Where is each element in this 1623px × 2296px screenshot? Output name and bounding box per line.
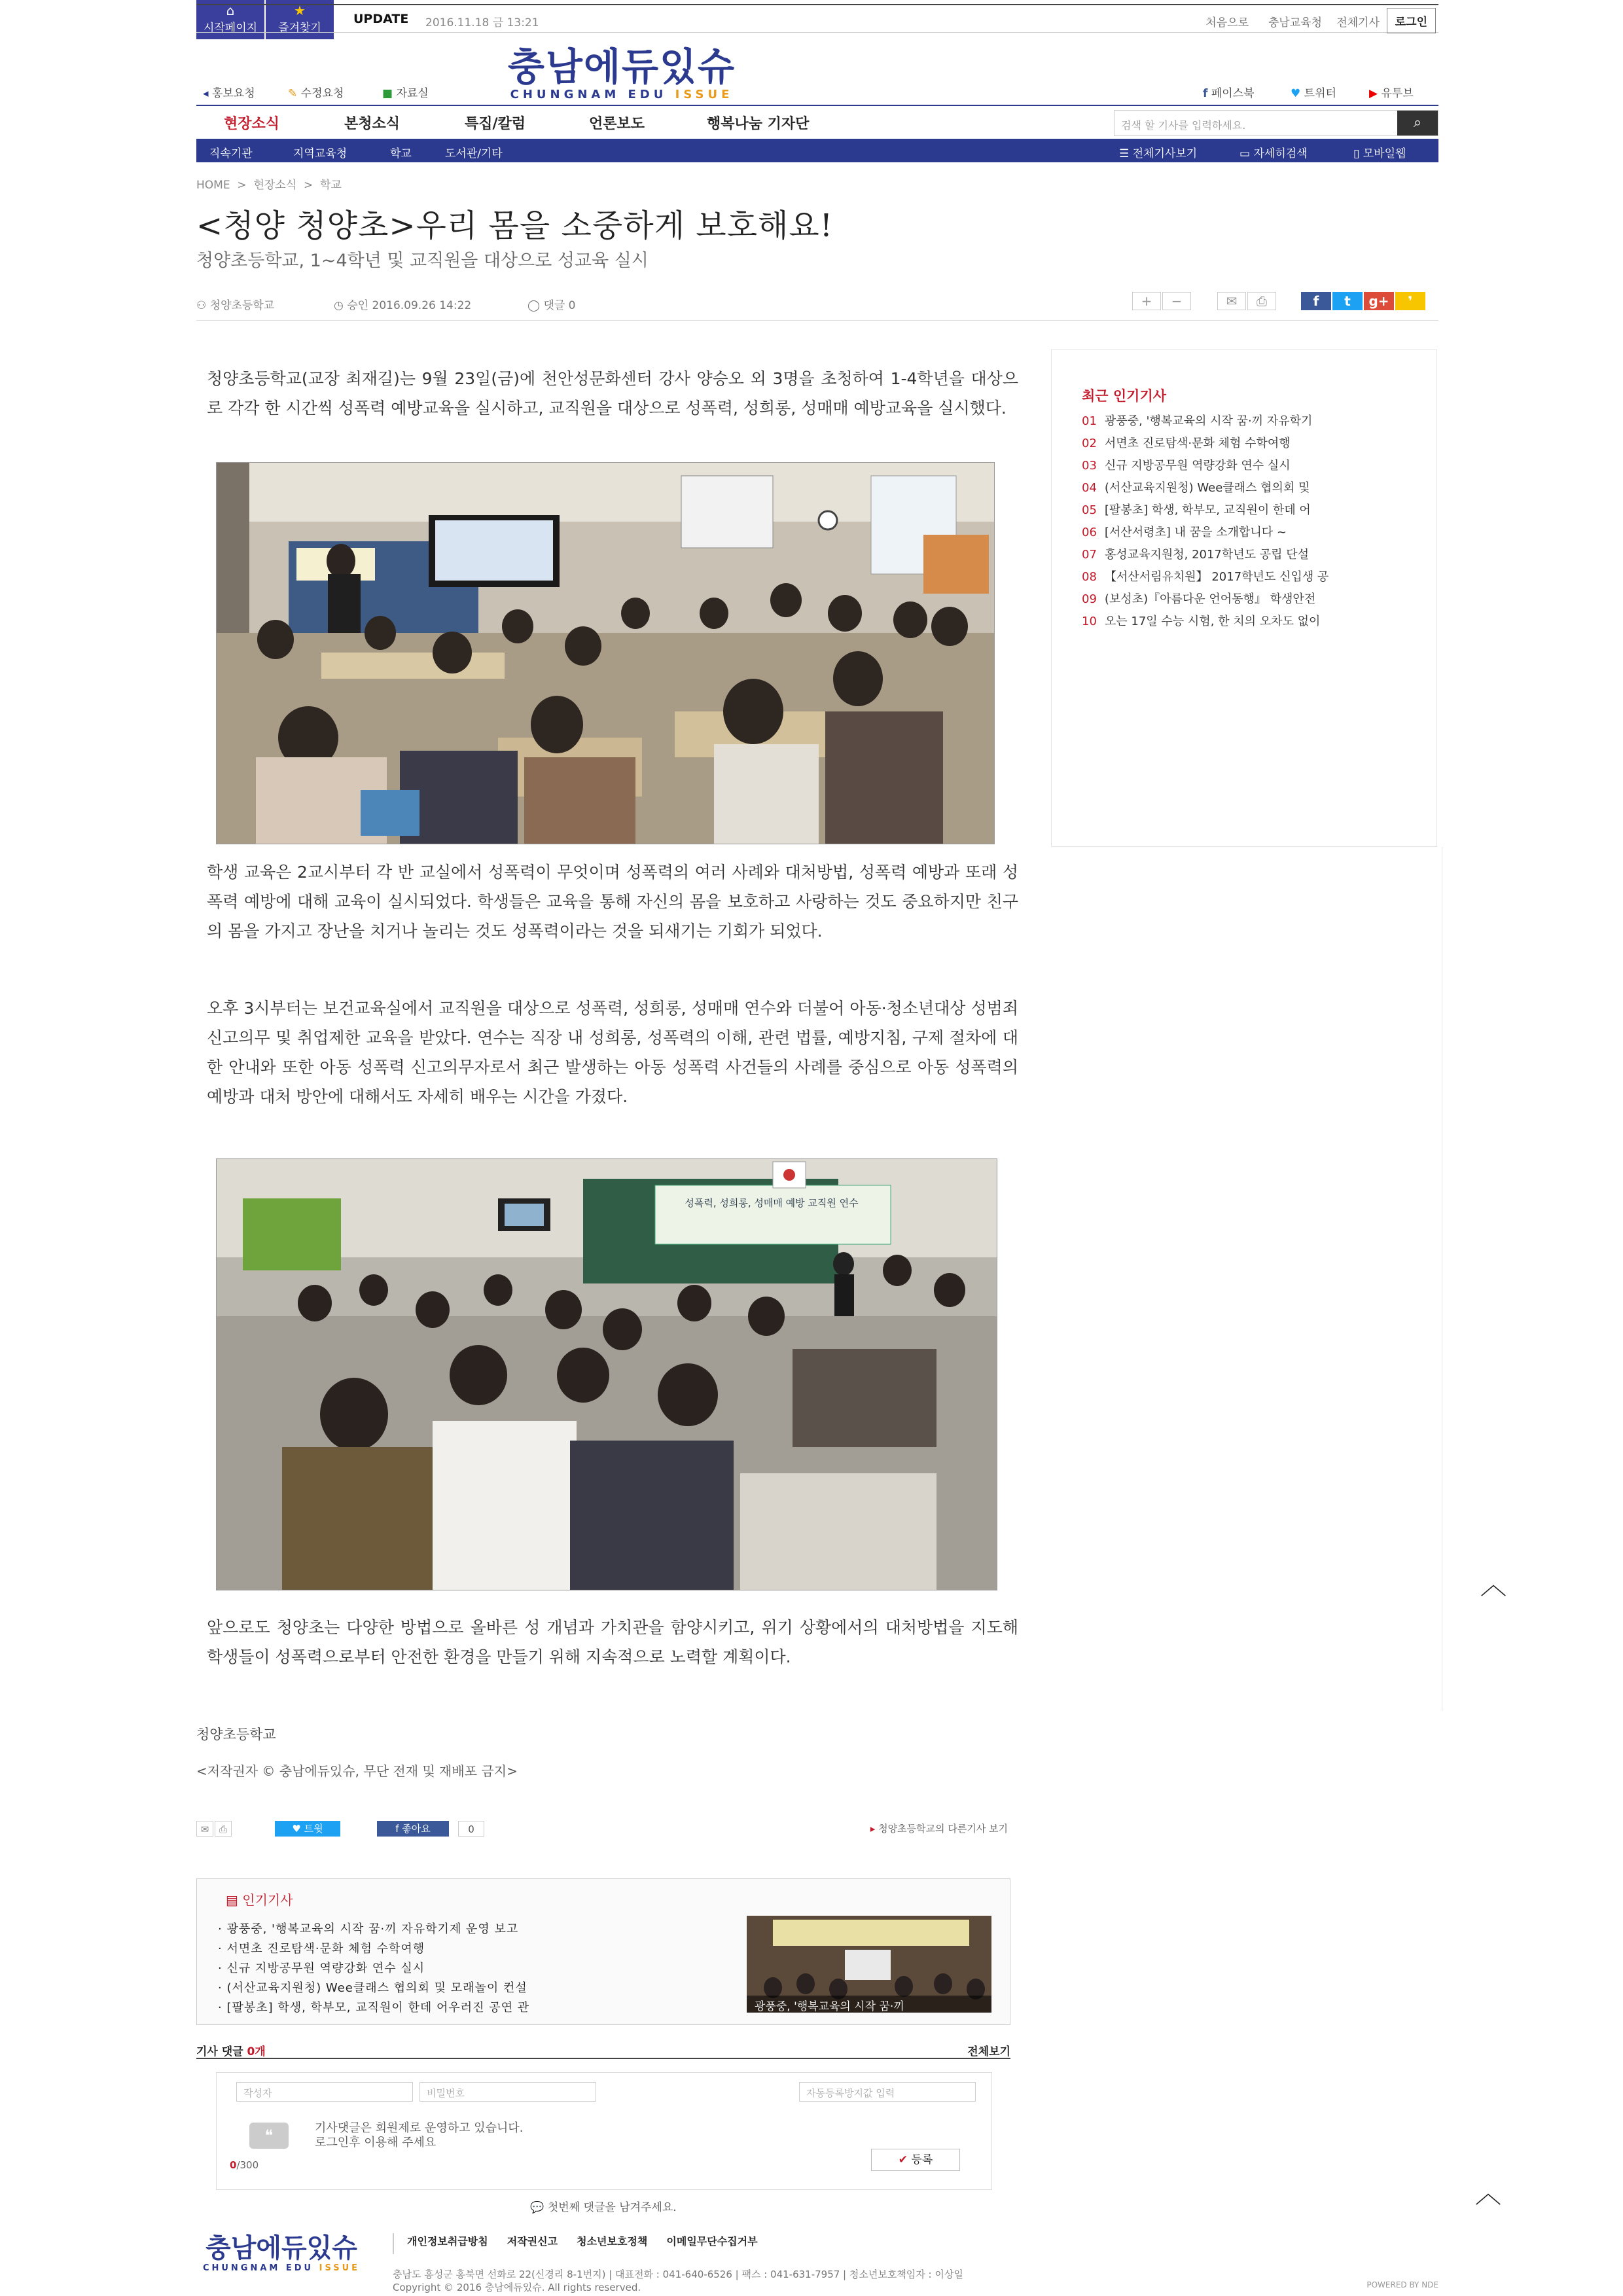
sidebar-spacer (1051, 847, 1442, 1711)
twitter-link[interactable]: ♥ 트위터 (1291, 87, 1336, 100)
facebook-icon: f (395, 1823, 399, 1835)
pencil-icon: ✎ (288, 87, 298, 100)
facebook-icon: f (1203, 87, 1208, 100)
email-icon[interactable]: ✉ (1217, 292, 1246, 310)
copyright-notice: <저작권자 © 충남에듀있슈, 무단 전재 및 재배포 금지> (196, 1763, 518, 1779)
sidebar-item[interactable]: 03 신규 지방공무원 역량강화 연수 실시 (1082, 459, 1291, 473)
popular-item[interactable]: · 서면초 진로탐색·문화 체험 수학여행 (218, 1942, 425, 1956)
clock-icon: ◷ (334, 299, 344, 312)
util-office-link[interactable]: 충남교육청 (1268, 16, 1322, 29)
nav-office-news[interactable]: 본청소식 (344, 116, 401, 132)
nav-reporters[interactable]: 행복나눔 기자단 (707, 116, 810, 132)
article-paragraph-4: 앞으로도 청양초는 다양한 방법으로 올바른 성 개념과 가치관을 함양시키고, 위기 상황에서의 대처방법을 지도해 학생들이 성폭력으로부터 안전한 환경을 만들기 위해 지속적으로 노력할 계획이다. (207, 1618, 1018, 1666)
search-input[interactable]: 검색 할 기사를 입력하세요. (1121, 119, 1246, 132)
subnav-school[interactable]: 학교 (390, 147, 412, 160)
popular-articles-box: ▤ 인기기사 · 광풍중, '행복교육의 시작 꿈·끼 자유학기제 운영 보고 · 서면초 진로탐색·문화 체험 수학여행 · 신규 지방공무원 역량강화 연수 실시 · (서산교육지원청) Wee클래스 협의회 및 모래놀이 컨설 · [팔봉초] 학생, 학부모, 교직원이 한데 어우러진 공연 관 광풍중, '행복교육의 시작 꿈·끼 (196, 1878, 1010, 2025)
pr-request-link[interactable]: ◂ 홍보요청 (203, 87, 255, 100)
monitor-icon: ▭ (1240, 147, 1251, 160)
font-increase-button[interactable]: + (1132, 292, 1161, 310)
first-comment-prompt: 💬 첫번째 댓글을 남겨주세요. (530, 2201, 677, 2214)
print-icon[interactable]: ⎙ (1247, 292, 1276, 310)
share-bar (196, 1821, 1010, 1838)
search-icon[interactable]: ⌕ (1397, 111, 1438, 135)
sidebar-item[interactable]: 07 홍성교육지원청, 2017학년도 공립 단설 (1082, 548, 1310, 562)
speech-bubble-icon: ❝ (249, 2123, 289, 2149)
email-refusal-link[interactable]: 이메일무단수집거부 (666, 2235, 758, 2248)
kakao-share-icon[interactable]: ❜ (1395, 292, 1425, 310)
char-counter: 0/300 (230, 2159, 259, 2171)
article-photo-training (216, 1158, 997, 1590)
list-icon: ☰ (1119, 147, 1130, 160)
article-photo-classroom (216, 462, 995, 844)
facebook-like-button[interactable]: f 좋아요 (377, 1821, 449, 1837)
home-icon: ⌂ (226, 3, 235, 18)
popular-item[interactable]: · (서산교육지원청) Wee클래스 협의회 및 모래놀이 컨설 (218, 1981, 527, 1995)
sidebar-item[interactable]: 08 【서산서림유치원】 2017학년도 신입생 공 (1082, 570, 1329, 584)
edit-request-link[interactable]: ✎ 수정요청 (288, 87, 344, 100)
youth-policy-link[interactable]: 청소년보호정책 (577, 2235, 648, 2248)
bullet-icon: ▸ (870, 1823, 876, 1835)
footer-logo[interactable]: 충남에듀있슈 CHUNGNAM EDU ISSUE (202, 2233, 361, 2273)
folder-icon: ■ (382, 87, 393, 100)
twitter-share-icon[interactable]: t (1332, 292, 1363, 310)
site-logo[interactable]: 충남에듀있슈 CHUNGNAM EDU ISSUE (507, 45, 736, 101)
mobile-web-link[interactable]: ▯ 모바일웹 (1353, 147, 1406, 160)
sidebar-item[interactable]: 10 오는 17일 수능 시험, 한 치의 오차도 없이 (1082, 615, 1321, 628)
sidebar-item[interactable]: 05 [팔봉초] 학생, 학부모, 교직원이 한데 어 (1082, 503, 1311, 517)
sidebar-item[interactable]: 02 서면초 진로탐색·문화 체험 수학여행 (1082, 437, 1291, 450)
user-icon: ⚇ (196, 299, 207, 312)
mobile-icon: ▯ (1353, 147, 1360, 160)
sub-nav (196, 139, 1438, 162)
site-footer (196, 2233, 1438, 2292)
search-box[interactable] (1114, 110, 1438, 136)
article-paragraph-3: 오후 3시부터는 보건교육실에서 교직원을 대상으로 성폭력, 성희롱, 성매매 연수와 더불어 아동·청소년대상 성범죄 신고의무 및 취업제한 교육을 받았다. 연수는 직장 내 성희롱, 성폭력의 이해, 관련 법률, 예방지침, 구제 절차에 대한 안내와 또한 아동 성폭력 신고의무자로서 최근 발생하는 아동 성폭력 사건들의 사례를 중심으로 아동 성폭력의 예방과 대처 방안에 대해서도 자세히 배우는 시간을 가졌다. (207, 999, 1018, 1106)
view-all-comments-link[interactable]: 전체보기 (967, 2045, 1010, 2058)
facebook-share-icon[interactable]: f (1301, 292, 1331, 310)
top-utility-bar (196, 4, 1438, 33)
print-share-icon[interactable]: ⎙ (215, 1821, 232, 1837)
password-input[interactable]: 비밀번호 (419, 2082, 596, 2102)
comment-notice-2: 로그인후 이용해 주세요 (315, 2136, 437, 2149)
popular-item[interactable]: · 신규 지방공무원 역량강화 연수 실시 (218, 1962, 425, 1975)
list-icon: ▤ (226, 1892, 238, 1908)
breadcrumb: HOME > 현장소식 > 학교 (196, 179, 342, 192)
comment-form (216, 2072, 992, 2190)
util-home-link[interactable]: 처음으로 (1205, 16, 1249, 29)
bubble-icon: 💬 (530, 2201, 544, 2214)
footer-address: 충남도 홍성군 홍북면 선화로 22(신경리 8-1번지) | 대표전화 : 041-640-6526 | 팩스 : 041-631-7957 | 청소년보호책임자 : 이상일 (393, 2269, 963, 2280)
font-decrease-button[interactable]: − (1162, 292, 1191, 310)
nav-feature-column[interactable]: 특집/칼럼 (465, 116, 526, 132)
util-all-articles-link[interactable]: 전체기사 (1336, 16, 1380, 29)
subnav-direct-org[interactable]: 직속기관 (209, 147, 253, 160)
footer-links (393, 2233, 774, 2254)
popular-item[interactable]: · 광풍중, '행복교육의 시작 꿈·끼 자유학기제 운영 보고 (218, 1922, 519, 1936)
update-date: 2016.11.18 금 13:21 (425, 16, 539, 29)
thumbnail-caption: 광풍중, '행복교육의 시작 꿈·끼 (755, 2000, 904, 2013)
facebook-link[interactable]: f 페이스북 (1203, 87, 1255, 100)
powered-by: POWERED BY NDE (1366, 2280, 1438, 2289)
login-button[interactable]: 로그인 (1387, 8, 1436, 33)
scroll-up-icon[interactable]: ︿ (1480, 1570, 1507, 1600)
privacy-link[interactable]: 개인정보취급방침 (407, 2235, 488, 2248)
nav-field-news[interactable]: 현장소식 (224, 116, 280, 132)
article-title: <청양 청양초>우리 몸을 소중하게 보호해요! (196, 207, 834, 244)
megaphone-icon: ◂ (203, 87, 209, 100)
article-paragraph-2: 학생 교육은 2교시부터 각 반 교실에서 성폭력이 무엇이며 성폭력의 여러 사례와 대처방법, 성폭력 예방과 또래 성폭력 예방에 대해 교육이 실시되었다. 학생들은 교육을 통해 자신의 몸을 보호하고 사랑하는 것도 중요하지만 친구의 몸을 가지고 장난을 치거나 놀리는 것도 성폭력이라는 것을 되새기는 기회가 되었다. (207, 863, 1018, 941)
submit-comment-button[interactable]: ✔ 등록 (871, 2149, 960, 2171)
article-source: 청양초등학교 (196, 1727, 276, 1742)
sidebar-item[interactable]: 09 (보성초)『아름다운 언어동행』 학생안전 (1082, 592, 1316, 606)
comment-icon: ◯ (527, 299, 541, 312)
twitter-bird-icon: ♥ (292, 1823, 301, 1835)
sidebar-heading: 최근 인기기사 (1082, 388, 1167, 404)
youtube-link[interactable]: ▶ 유투브 (1369, 87, 1414, 100)
article-subtitle: 청양초등학교, 1~4학년 및 교직원을 대상으로 성교육 실시 (196, 251, 649, 271)
article-paragraph-1: 청양초등학교(교장 최재길)는 9월 23일(금)에 천안성문화센터 강사 양승오 외 3명을 초청하여 1-4학년을 대상으로 각각 한 시간씩 성폭력 예방교육을 실시하고, 교직원을 대상으로 성폭력, 성희롱, 성매매 예방교육을 실시했다. (207, 369, 1018, 418)
update-label: UPDATE (353, 12, 409, 26)
sidebar-popular (1051, 350, 1437, 847)
tweet-button[interactable]: ♥ 트윗 (275, 1821, 340, 1837)
captcha-input[interactable]: 자동등록방지값 입력 (799, 2082, 976, 2102)
more-articles-link[interactable]: ▸ 청양초등학교의 다른기사 보기 (870, 1823, 1008, 1835)
main-nav (196, 105, 1438, 139)
archive-link[interactable]: ■ 자료실 (382, 87, 429, 100)
subnav-regional[interactable]: 지역교육청 (293, 147, 348, 160)
popular-thumbnail[interactable] (747, 1916, 991, 2013)
sidebar-item[interactable]: 06 [서산서령초] 내 꿈을 소개합니다 ~ (1082, 526, 1287, 539)
comments-header: 기사 댓글 0개 전체보기 (196, 2042, 1010, 2059)
nav-press[interactable]: 언론보도 (589, 116, 645, 132)
footer-copyright: Copyright © 2016 충남에듀있슈. All rights reserved. (393, 2282, 641, 2293)
like-count: 0 (458, 1821, 484, 1837)
sidebar-item[interactable]: 01 광풍중, '행복교육의 시작 꿈·끼 자유학기 (1082, 414, 1313, 428)
favorites-button[interactable]: ★ 즐겨찾기 (266, 0, 334, 39)
article-meta: ⚇ 청양초등학교 ◷ 승인 2016.09.26 14:22 ◯ 댓글 0 + − ✉ ⎙ f t g+ ❜ (196, 292, 1438, 321)
writer-input[interactable]: 작성자 (236, 2082, 413, 2102)
training-banner-text: 성폭력, 성희롱, 성매매 예방 교직원 연수 (685, 1197, 859, 1209)
all-articles-link[interactable]: ☰ 전체기사보기 (1119, 147, 1198, 160)
scroll-top-icon[interactable]: ︿ (1475, 2179, 1501, 2209)
start-page-button[interactable]: ⌂ 시작페이지 (196, 0, 264, 39)
email-share-icon[interactable]: ✉ (196, 1821, 213, 1837)
popular-item[interactable]: · [팔봉초] 학생, 학부모, 교직원이 한데 어우러진 공연 관 (218, 2001, 530, 2015)
check-icon: ✔ (898, 2153, 908, 2166)
subnav-library[interactable]: 도서관/기타 (445, 147, 503, 160)
googleplus-share-icon[interactable]: g+ (1364, 292, 1394, 310)
copyright-report-link[interactable]: 저작권신고 (507, 2235, 558, 2248)
comment-notice-1: 기사댓글은 회원제로 운영하고 있습니다. (315, 2121, 524, 2135)
advanced-search-link[interactable]: ▭ 자세히검색 (1240, 147, 1308, 160)
star-icon: ★ (294, 3, 306, 18)
youtube-icon: ▶ (1369, 87, 1378, 100)
twitter-icon: ♥ (1291, 87, 1301, 100)
sidebar-item[interactable]: 04 (서산교육지원청) Wee클래스 협의회 및 (1082, 481, 1310, 495)
